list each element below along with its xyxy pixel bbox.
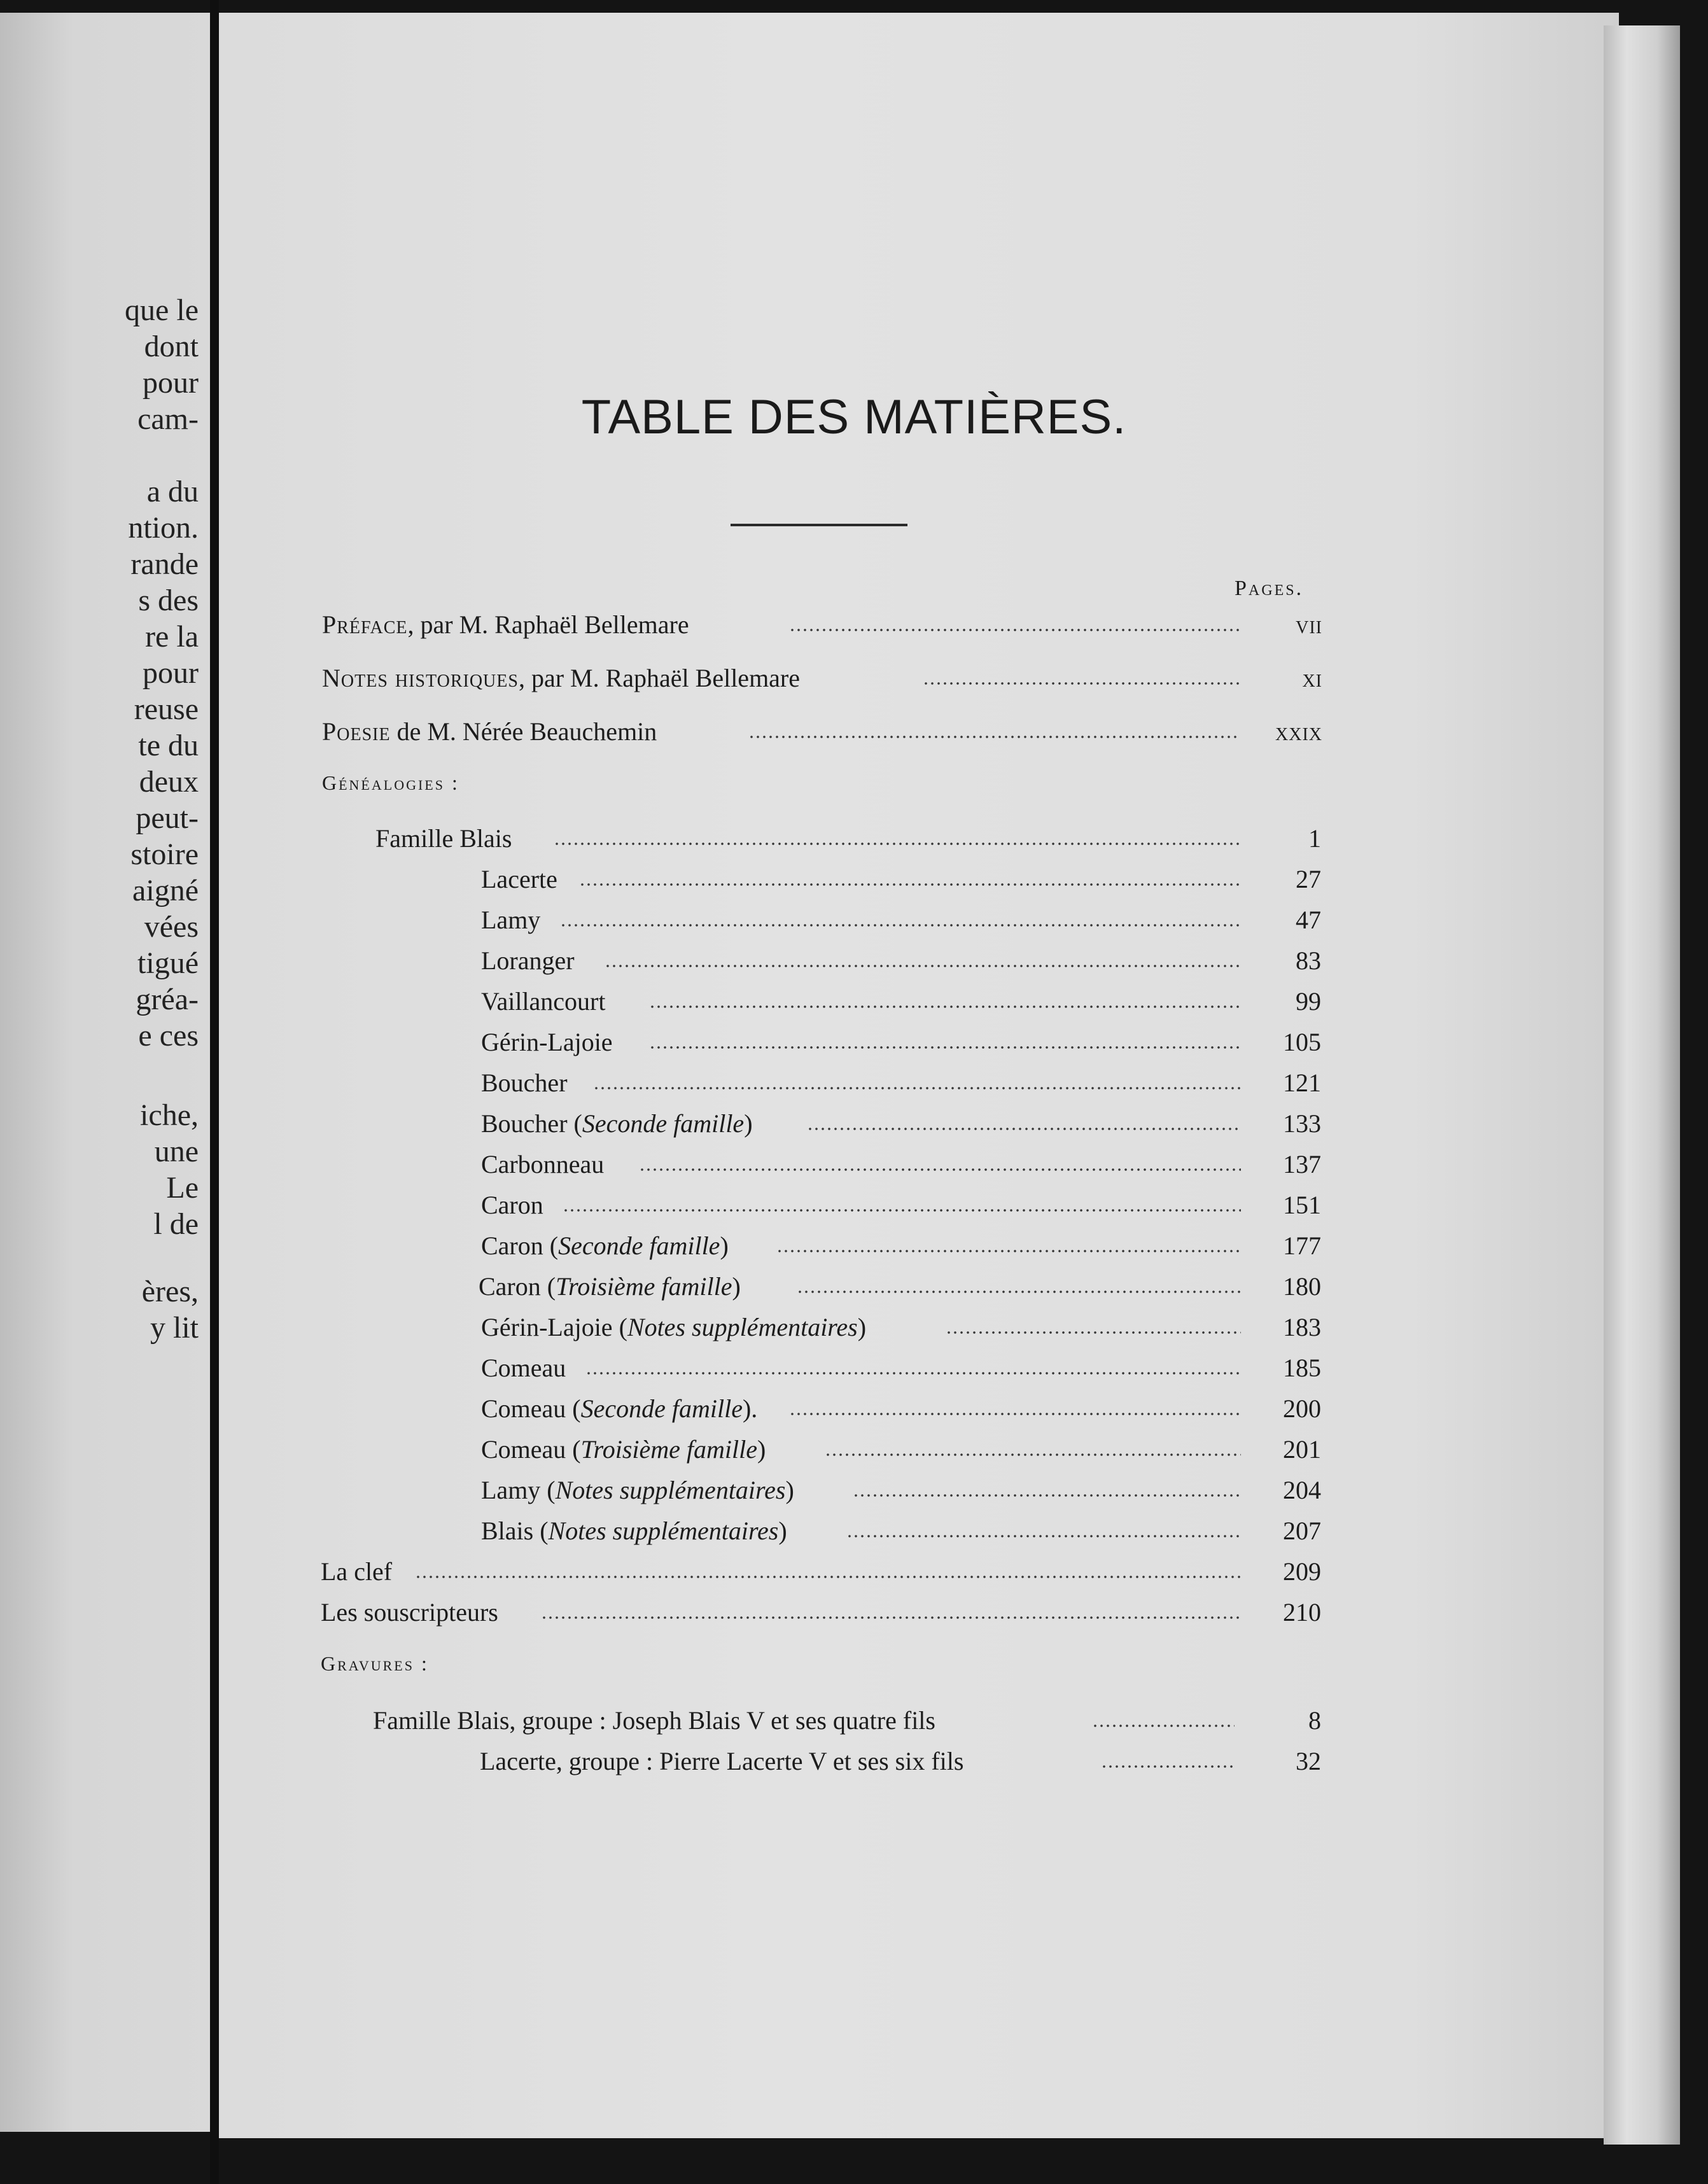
toc-entry-gravure xyxy=(0,1741,1708,1782)
leader-dots xyxy=(807,1128,1241,1130)
left-page-line: s des xyxy=(138,584,199,617)
left-page-line: rande xyxy=(130,547,199,581)
page-number: 1 xyxy=(1308,824,1321,853)
entry-label: de M. Nérée Beauchemin xyxy=(390,717,657,746)
entry-note: Troisième famille xyxy=(556,1272,732,1301)
toc-entry: Gérin-Lajoie (Notes supplémentaires) 183 xyxy=(0,1307,1708,1348)
left-page-line: cam- xyxy=(137,402,199,436)
entry-label: Caron ( xyxy=(481,1231,559,1260)
toc-entry-preface xyxy=(0,605,1708,645)
page-number: xi xyxy=(1302,664,1322,692)
toc-entry: Comeau (Troisième famille) 201 xyxy=(0,1429,1708,1470)
page-number: 201 xyxy=(1283,1435,1321,1464)
leader-dots xyxy=(649,1005,1241,1008)
entry-label: Comeau ( xyxy=(481,1435,581,1464)
entry-label-smallcaps: Préface xyxy=(322,610,408,639)
page-number: 180 xyxy=(1283,1272,1321,1301)
left-page-line: y lit xyxy=(150,1311,199,1345)
toc-entry xyxy=(0,1185,1708,1226)
entry-label: Carbonneau xyxy=(481,1150,605,1179)
page-number: 204 xyxy=(1283,1476,1321,1504)
leader-dots xyxy=(846,1535,1241,1537)
entry-note: Notes supplémentaires xyxy=(548,1516,779,1545)
left-page-line: pour xyxy=(143,656,199,690)
leader-dots xyxy=(789,1413,1241,1415)
leader-dots xyxy=(579,883,1241,886)
left-page-line: l de xyxy=(153,1207,199,1241)
toc-entry: Boucher (Seconde famille) 133 xyxy=(0,1103,1708,1144)
leader-dots xyxy=(946,1331,1241,1334)
page-number: xxix xyxy=(1275,717,1322,746)
toc-entry xyxy=(0,900,1708,941)
left-page-line: Le xyxy=(166,1171,199,1205)
entry-label: Blais ( xyxy=(481,1516,549,1545)
left-page-line: ères, xyxy=(141,1275,199,1308)
left-page-line: pour xyxy=(143,366,199,400)
left-page-line: re la xyxy=(145,620,199,654)
left-page-line: iche, xyxy=(140,1098,199,1132)
toc-entry-la-clef xyxy=(0,1551,1708,1592)
page-number: 200 xyxy=(1283,1394,1321,1423)
page-number: 27 xyxy=(1296,865,1321,893)
page-number: 185 xyxy=(1283,1354,1321,1382)
entry-label: , par M. Raphaël Bellemare xyxy=(518,664,801,692)
entry-label: Caron xyxy=(481,1191,543,1219)
left-page-line: stoire xyxy=(130,837,199,871)
entry-label: Lamy xyxy=(481,906,541,934)
page-number: 151 xyxy=(1283,1191,1321,1219)
entry-note: Seconde famille xyxy=(582,1109,745,1138)
left-page-line: dont xyxy=(144,330,199,363)
left-page-line: deux xyxy=(139,765,199,799)
toc-entry xyxy=(0,1144,1708,1185)
leader-dots xyxy=(554,843,1241,845)
toc-entry xyxy=(0,1022,1708,1063)
toc-entry xyxy=(0,1348,1708,1389)
entry-note: Notes supplémentaires xyxy=(555,1476,786,1504)
pages-column-header: Pages. xyxy=(1235,577,1304,600)
left-page-line: tigué xyxy=(137,946,199,980)
left-page-line: peut- xyxy=(136,801,199,835)
entry-note: Seconde famille xyxy=(558,1231,720,1260)
entry-label: Boucher xyxy=(481,1068,568,1097)
toc-entry xyxy=(0,941,1708,981)
entry-label: Caron ( xyxy=(479,1272,556,1301)
entry-label: Famille Blais, groupe : Joseph Blais V et ses quatre fils xyxy=(373,1706,935,1735)
entry-label: , par M. Raphaël Bellemare xyxy=(407,610,689,639)
page-title: TABLE DES MATIÈRES. xyxy=(581,390,1127,444)
page-number: 207 xyxy=(1283,1516,1321,1545)
page-number: 177 xyxy=(1283,1231,1321,1260)
entry-label: Comeau ( xyxy=(481,1394,581,1423)
page-number: 121 xyxy=(1283,1068,1321,1097)
toc-entry-gravure xyxy=(0,1700,1708,1741)
leader-dots xyxy=(415,1576,1241,1578)
toc-entry: Lamy (Notes supplémentaires) 204 xyxy=(0,1470,1708,1511)
entry-label: Lamy ( xyxy=(481,1476,556,1504)
leader-dots xyxy=(776,1250,1241,1252)
leader-dots xyxy=(585,1372,1241,1375)
page-number: 105 xyxy=(1283,1028,1321,1056)
toc-entry xyxy=(0,981,1708,1022)
toc-entry-notes-historiques xyxy=(0,658,1708,699)
page-number: 99 xyxy=(1296,987,1321,1016)
toc-entry: Blais (Notes supplémentaires) 207 xyxy=(0,1511,1708,1551)
page-number: 32 xyxy=(1296,1747,1321,1775)
left-page-line: ntion. xyxy=(128,511,199,545)
toc-entry xyxy=(0,818,1708,859)
toc-entry-poesie xyxy=(0,711,1708,752)
leader-dots xyxy=(748,736,1240,738)
entry-label: La clef xyxy=(321,1557,393,1586)
section-heading-genealogies: Généalogies : xyxy=(322,771,459,794)
toc-entry-souscripteurs xyxy=(0,1592,1708,1633)
toc-entry: Caron (Troisième famille) 180 xyxy=(0,1266,1708,1307)
left-page-line: te du xyxy=(138,729,199,762)
entry-note: Notes supplémentaires xyxy=(627,1313,858,1341)
entry-label: Vaillancourt xyxy=(481,987,606,1016)
entry-label: Loranger xyxy=(481,946,575,975)
toc-entry: Caron (Seconde famille) 177 xyxy=(0,1226,1708,1266)
toc-entry xyxy=(0,859,1708,900)
entry-label: Gérin-Lajoie xyxy=(481,1028,613,1056)
entry-note: Troisième famille xyxy=(580,1435,758,1464)
left-page-line: que le xyxy=(125,293,199,327)
entry-label: Gérin-Lajoie ( xyxy=(481,1313,627,1341)
entry-label-smallcaps: Poesie xyxy=(322,717,391,746)
left-page-line: gréa- xyxy=(136,983,199,1016)
leader-dots xyxy=(853,1494,1241,1497)
page-number: 47 xyxy=(1296,906,1321,934)
page-number: vii xyxy=(1296,610,1322,639)
entry-label: Famille Blais xyxy=(375,824,512,853)
leader-dots xyxy=(1092,1725,1235,1727)
toc-entry: Comeau (Seconde famille). 200 xyxy=(0,1389,1708,1429)
left-page-line: e ces xyxy=(138,1019,199,1053)
entry-label: Les souscripteurs xyxy=(321,1598,498,1627)
page-number: 133 xyxy=(1283,1109,1321,1138)
leader-dots xyxy=(1101,1765,1235,1768)
left-page-line: vées xyxy=(144,910,199,944)
entry-label: Boucher ( xyxy=(481,1109,582,1138)
left-page-line: une xyxy=(154,1135,199,1168)
leader-dots xyxy=(563,1209,1241,1212)
title-rule xyxy=(731,524,907,526)
leader-dots xyxy=(797,1291,1241,1293)
left-page-line: a du xyxy=(146,475,199,508)
page-number: 209 xyxy=(1283,1557,1321,1586)
leader-dots xyxy=(923,682,1240,685)
leader-dots xyxy=(789,629,1240,631)
page-number: 210 xyxy=(1283,1598,1321,1627)
page-number: 183 xyxy=(1283,1313,1321,1341)
entry-label: Comeau xyxy=(481,1354,566,1382)
leader-dots xyxy=(593,1087,1241,1089)
entry-label: Lacerte xyxy=(481,865,557,893)
page-number: 83 xyxy=(1296,946,1321,975)
leader-dots xyxy=(605,965,1241,967)
leader-dots xyxy=(649,1046,1241,1049)
leader-dots xyxy=(541,1616,1241,1619)
page-number: 137 xyxy=(1283,1150,1321,1179)
toc-entry xyxy=(0,1063,1708,1103)
section-heading-gravures: Gravures : xyxy=(321,1652,429,1675)
leader-dots xyxy=(825,1453,1241,1456)
entry-note: Seconde famille xyxy=(580,1394,743,1423)
entry-label: Lacerte, groupe : Pierre Lacerte V et ses six fils xyxy=(480,1747,964,1775)
leader-dots xyxy=(560,924,1241,927)
left-page-line: aigné xyxy=(132,874,199,907)
entry-label-smallcaps: Notes historiques xyxy=(322,664,519,692)
left-page-line: reuse xyxy=(134,692,199,726)
page-number: 8 xyxy=(1308,1706,1321,1735)
leader-dots xyxy=(639,1168,1241,1171)
